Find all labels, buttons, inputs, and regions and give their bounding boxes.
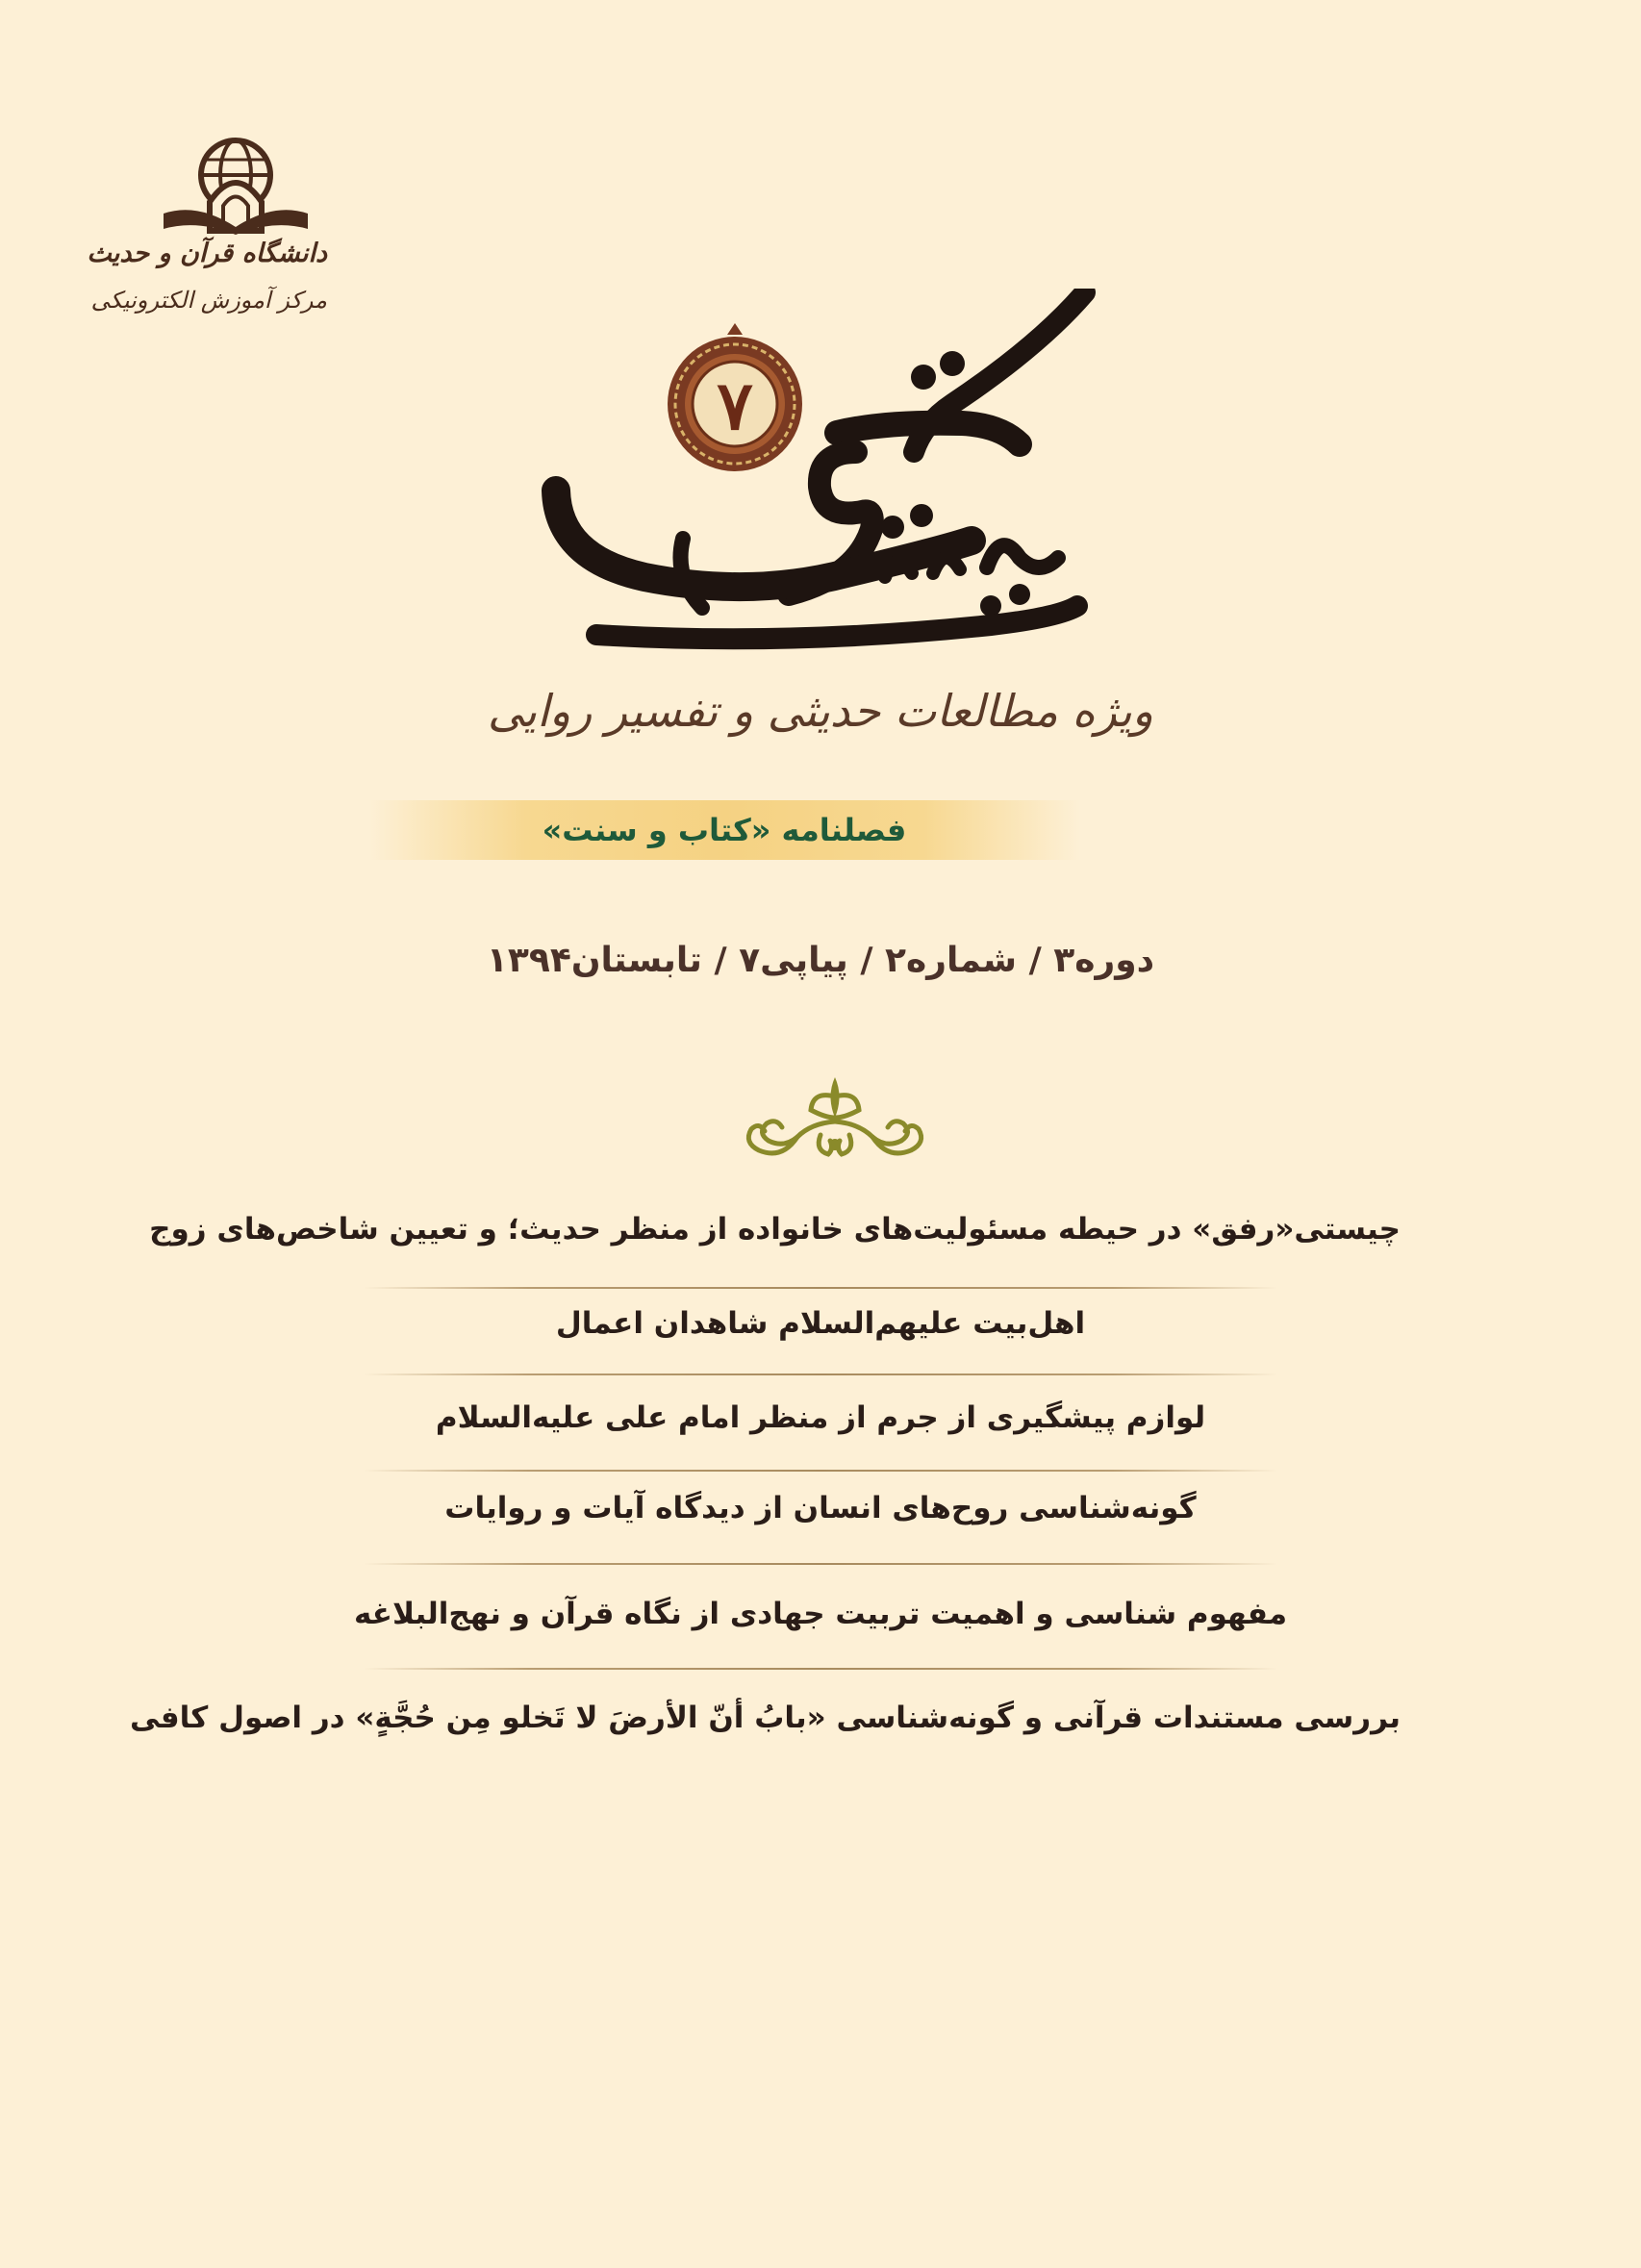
toc-divider [364,1668,1277,1670]
toc-divider [364,1373,1277,1375]
toc-article-2[interactable]: اهل‌بیت علیهم‌السلام شاهدان اعمال [555,1306,1086,1341]
toc-divider [364,1470,1277,1472]
journal-subtitle: ویژه مطالعات حدیثی و تفسیر روایی [487,685,1154,737]
journal-masthead [539,289,1116,654]
university-globe-book-icon [154,135,317,236]
toc-divider [364,1287,1277,1289]
issue-medallion-icon [668,323,802,471]
quarterly-label: فصلنامه «کتاب و سنت» [542,812,907,848]
publisher-name: دانشگاه قرآن و حدیث [87,239,327,268]
issue-info: دوره۳ / شماره۲ / پیاپی۷ / تابستان۱۳۹۴ [486,941,1155,980]
toc-article-3[interactable]: لوازم پیشگیری از جرم از منظر امام علی علیه‌السلام [435,1400,1206,1435]
quarterly-banner [368,800,1080,860]
masthead-calligraphy [539,289,1116,654]
floral-ornament-icon [734,1068,936,1164]
issue-badge-number: ۷ [717,365,753,445]
toc-article-5[interactable]: مفهوم شناسی و اهمیت تربیت جهادی از نگاه قرآن و نهج‌البلاغه [353,1597,1288,1631]
toc-divider [364,1563,1277,1565]
toc-article-4[interactable]: گونه‌شناسی روح‌های انسان از دیدگاه آیات و روایات [444,1491,1197,1525]
toc-article-6[interactable]: بررسی مستندات قرآنی و گونه‌شناسی «بابُ أنّ الأرضَ لا تَخلو مِن حُجَّةٍ» در اصول کافی [129,1701,1401,1735]
publisher-unit: مرکز آموزش الکترونیکی [90,287,327,314]
publisher-logo [87,135,327,346]
toc-article-1[interactable]: چیستی«رفق» در حیطه مسئولیت‌های خانواده از منظر حدیث؛ و تعیین شاخص‌های زوج [149,1212,1401,1247]
